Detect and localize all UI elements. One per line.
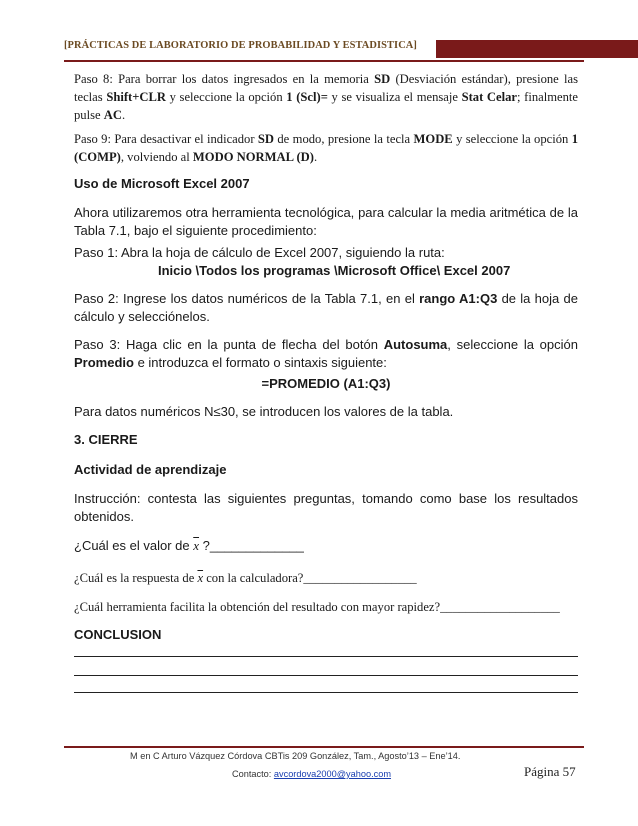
- page-header: [64, 38, 584, 62]
- paso-9-paragraph: [74, 130, 578, 166]
- paso-1-paragraph: [74, 244, 578, 280]
- paso-8-text: y seleccione la opción: [165, 90, 287, 104]
- header-title: [PRÁCTICAS DE LABORATORIO DE PROBABILIDAD Y ESTADISTICA]: [64, 40, 417, 51]
- answer-line: [74, 692, 578, 693]
- question-3: ¿Cuál herramienta facilita la obtención del resultado con mayor rapidez?___________________: [74, 600, 560, 614]
- question-1-text: ¿Cuál es el valor de: [74, 538, 194, 553]
- paso-8-shift-clr: Shift+CLR: [106, 90, 166, 104]
- paso-8-text: ; finalmente pulse: [74, 90, 578, 122]
- paso-8-text: y se visualiza el mensaje: [327, 90, 462, 104]
- paso-9-sd: SD: [257, 132, 275, 146]
- paso-8-text: (Desviación estándar), presione las teclas: [74, 72, 578, 104]
- paso-3-text: e introduzca el formato o sintaxis siguiente:: [133, 355, 387, 370]
- conclusion-heading: CONCLUSION: [74, 627, 162, 642]
- actividad-heading: Actividad de aprendizaje: [74, 462, 227, 477]
- excel-path: Inicio \Todos los programas \Microsoft Office\ Excel 2007: [158, 263, 511, 278]
- answer-line: [74, 675, 578, 676]
- paso-8-stat-celar: Stat Celar: [461, 90, 517, 104]
- paso-8-scl: 1 (Scl)=: [286, 90, 328, 104]
- paso-9-text: , volviendo al: [120, 150, 193, 164]
- paso-2-text: Paso 2: Ingrese los datos numéricos de la Tabla 7.1, en el: [74, 291, 420, 306]
- footer-divider: [64, 746, 584, 748]
- paso-3-text: Paso 3: Haga clic en la punta de flecha del botón: [74, 337, 384, 352]
- paso-9-mode: MODE: [413, 132, 453, 146]
- paso-9-text: .: [313, 150, 318, 164]
- paso-3-autosuma: Autosuma: [383, 337, 448, 352]
- excel-heading: Uso de Microsoft Excel 2007: [74, 176, 250, 191]
- paso-2-rango: rango A1:Q3: [419, 291, 498, 306]
- question-2: [74, 569, 578, 587]
- paso-3-promedio: Promedio: [74, 355, 134, 370]
- paso-9-comp: 1 (COMP): [74, 132, 578, 164]
- question-2-blank: con la calculadora?__________________: [203, 571, 417, 585]
- x-bar-symbol: $\overline{x}$: [197, 571, 204, 585]
- paso-1-text: Paso 1: Abra la hoja de cálculo de Excel 2007, siguiendo la ruta:: [74, 245, 445, 260]
- question-2-text: ¿Cuál es la respuesta de: [74, 571, 198, 585]
- paso-8-ac: AC: [103, 108, 122, 122]
- footer-contact-label: Contacto:: [232, 769, 274, 779]
- instruccion: Instrucción: contesta las siguientes preguntas, tomando como base los resultados obtenidos.: [74, 491, 578, 524]
- paso-3-paragraph: [74, 336, 578, 372]
- formula: =PROMEDIO (A1:Q3): [261, 376, 391, 391]
- paso-9-text: de modo, presione la tecla: [274, 132, 414, 146]
- paso-3-text: , seleccione la opción: [447, 337, 578, 352]
- question-1: [74, 537, 578, 555]
- paso-2-paragraph: [74, 290, 578, 326]
- answer-line: [74, 656, 578, 657]
- paso-9-text: y seleccione la opción: [452, 132, 572, 146]
- page-number: Página 57: [524, 764, 576, 779]
- question-1-blank: ?_____________: [199, 538, 304, 553]
- paso-8-sd: SD: [374, 72, 391, 86]
- footer-contact: [232, 769, 391, 779]
- header-accent-bar: [436, 40, 638, 58]
- datos-note: Para datos numéricos N≤30, se introducen los valores de la tabla.: [74, 404, 454, 419]
- paso-8-text: .: [121, 108, 126, 122]
- paso-8-text: Paso 8: Para borrar los datos ingresados en la memoria: [74, 72, 375, 86]
- x-bar-symbol: $\overline{x}$: [193, 538, 200, 553]
- excel-intro: Ahora utilizaremos otra herramienta tecnológica, para calcular la media aritmética de la Tabla 7.1, bajo el siguiente procedimiento:: [74, 205, 578, 238]
- paso-8-paragraph: [74, 70, 578, 124]
- paso-9-text: Paso 9: Para desactivar el indicador: [74, 132, 258, 146]
- footer-credits: M en C Arturo Vázquez Córdova CBTis 209 González, Tam., Agosto’13 – Ene’14.: [130, 751, 461, 761]
- paso-2-text: de la hoja de cálculo y selecciónelos.: [74, 291, 578, 324]
- cierre-heading: 3. CIERRE: [74, 432, 138, 447]
- paso-9-modo-normal: MODO NORMAL (D): [192, 150, 314, 164]
- header-divider: [64, 60, 584, 62]
- footer-email-link[interactable]: avcordova2000@yahoo.com: [273, 769, 391, 779]
